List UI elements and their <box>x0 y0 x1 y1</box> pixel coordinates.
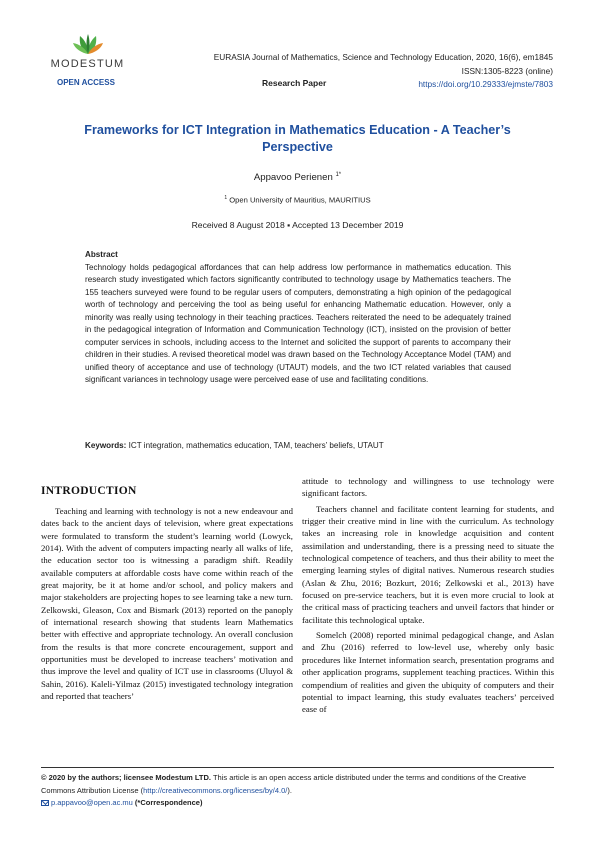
correspondence-label: (*Correspondence) <box>132 798 203 808</box>
affiliation <box>0 195 595 205</box>
issn: ISSN:1305-8223 (online) <box>461 65 553 76</box>
leaf-logo-icon <box>71 34 105 56</box>
affiliation-text: Open University of Mauritius, MAURITIUS <box>229 195 371 205</box>
abstract-section <box>85 249 511 387</box>
intro-paragraph-3: Somelch (2008) reported minimal pedagogical change, and Aslan and Zhu (2016) referred to low-level use, whereby only basic procedures like Internet information search, presentation programs and other application programs, supplement teaching practices. Within this compendium of realities and given the ubiquity of computers and their potential to impact learning, this study evaluates teachers’ perceived ease of <box>302 630 554 715</box>
license-link[interactable]: http://creativecommons.org/licenses/by/4.0/ <box>143 785 288 795</box>
paper-title: Frameworks for ICT Integration in Mathematics Education - A Teacher’s Perspective <box>84 123 511 154</box>
author-mark: 1* <box>335 172 342 178</box>
open-access-label: OPEN ACCESS <box>57 78 115 87</box>
license-close: ). <box>287 785 292 795</box>
introduction-heading: INTRODUCTION <box>41 485 137 497</box>
keywords <box>85 441 511 450</box>
keywords-text: ICT integration, mathematics education, TAM, teachers’ beliefs, UTAUT <box>126 441 384 450</box>
doi-link[interactable]: https://doi.org/10.29333/ejmste/7803 <box>418 79 553 89</box>
publisher-logo <box>40 34 135 70</box>
journal-info <box>214 51 553 92</box>
keywords-label: Keywords: <box>85 441 127 450</box>
footer-notes <box>41 772 561 810</box>
author-name: Appavoo Perienen <box>253 172 333 184</box>
copyright-bold: © 2020 by the authors; licensee Modestum LTD. <box>41 773 212 782</box>
journal-citation: EURASIA Journal of Mathematics, Science and Technology Education, 2020, 16(6), em1845 <box>213 52 553 62</box>
author-line <box>0 172 595 183</box>
intro-paragraph-1: Teaching and learning with technology is not a new endeavour and dates back to the ancient days of television, where great expectations were formulated to transform the student’s learning world (Lowyck, 2014). With the advent of computers impacting nearly all walks of life, the education sector too is witnessing a paradigm shift. Readily available computers at affordable costs have come within reach of the great majority, be it at home and/or school, and policy makers and major stakeholders are projecting hopes to see learning take a new turn. Zelkowski, Gleason, Cox and Bismark (2013) reported on the panoply of international research showing that students learn Mathematics better with effective and appropriate technology. An overall conclusion from the results is that more concrete encouragement, support and opportunities must be developed to increase teachers’ motivation and thus improve the level and quality of ICT use in classrooms (Uluyol & Sahin, 2016). Kaleli-Yilmaz (2015) investigated technology integration and reported that teachers’ <box>41 506 293 702</box>
paper-type-label: Research Paper <box>262 78 327 88</box>
copyright-text: This article is an open access article distributed under the terms and conditions of the Creative Commons Attribution License ( <box>41 773 527 795</box>
correspondence-line <box>41 797 561 810</box>
intro-paragraph-2: Teachers channel and facilitate content learning for students, and trigger their creative mind in line with the curriculum. As technology takes an increasing role in knowledge acquisition and content assimilation and understanding, there is a pressing need to situate the technological competence of teachers, and thus their ability to meet the emerging learning styles of digital natives. Numerous research studies (Aslan & Zhu, 2016; Bozkurt, 2016; Zelkowski et al., 2013) have focused on pre-service teachers, but it is even more crucial to look at the critical mass of practicing teachers and unveil factors that hinder or facilitate this technological uptake. <box>302 503 554 625</box>
abstract-heading: Abstract <box>85 250 118 259</box>
abstract-body: Technology holds pedagogical affordances that can help address low performance in mathematics education. This research study investigated which factors significantly contributed to technology usage by Mathematics teachers. The 155 teachers surveyed were found to be regular users of computers, demonstrating a high opinion of the pedagogical worth of technology and perceiving the tool as being useful for enhancing Mathematic education. However, only a minority was really using technology in their teaching practices. Teachers reiterated the need to be adequately trained in the pedagogical integration of Information and Communication Technology (ICT), insisted on the provision of better computer services in schools, including access to the Internet and solicited the support of parents to accompany their children in their studies. A revised theoretical model was drawn based on the Technology Acceptance Model (TAM) and unified theory of acceptance and use of technology (UTAUT) models, and the two ICT related variables that caused significant variances in technology usage were perceived ease of use and facilitating conditions. <box>85 262 511 385</box>
publisher-name: MODESTUM <box>50 58 125 70</box>
affiliation-mark: 1 <box>224 195 228 201</box>
intro-paragraph-continued: attitude to technology and willingness to use technology were significant factors. <box>302 476 554 499</box>
column-left <box>41 505 293 703</box>
column-right <box>302 475 554 716</box>
footer-divider <box>41 767 554 768</box>
received-accepted-dates: Received 8 August 2018 ▪ Accepted 13 December 2019 <box>191 220 404 230</box>
mail-icon <box>41 800 49 806</box>
author-email[interactable]: p.appavoo@open.ac.mu <box>51 798 133 808</box>
copyright-notice <box>41 772 561 797</box>
